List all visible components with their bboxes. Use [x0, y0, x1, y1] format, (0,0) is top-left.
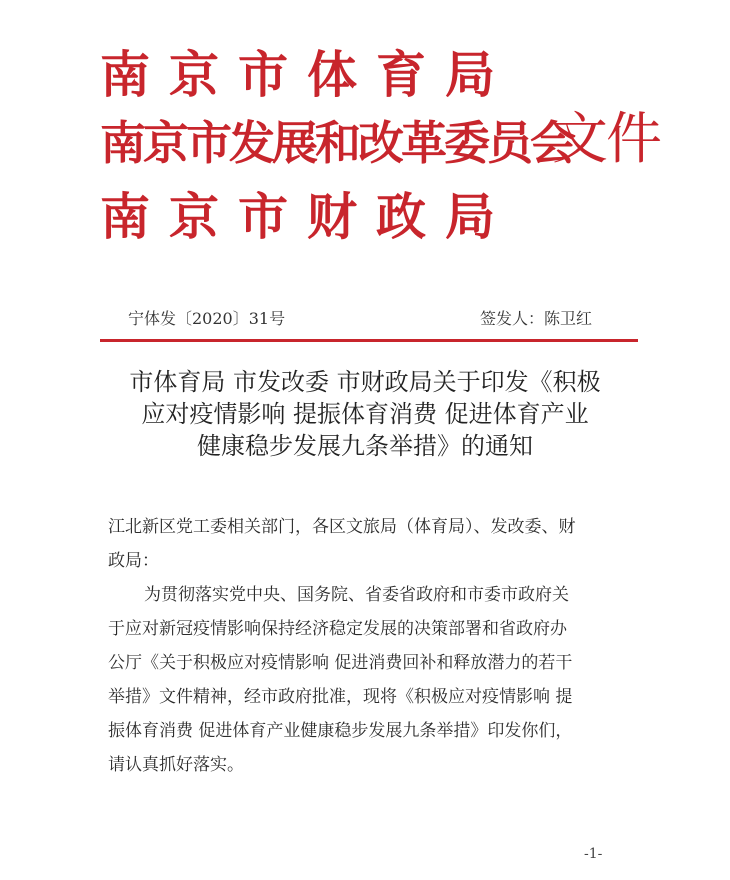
body-line: 举措》文件精神，经市政府批准，现将《积极应对疫情影响 提	[108, 687, 573, 707]
body-line: 振体育消费 促进体育产业健康稳步发展九条举措》印发你们，	[108, 721, 573, 741]
document-word-wenjian: 文件	[552, 107, 660, 172]
issuer-finance-bureau: 南京市财政局	[100, 187, 514, 246]
body-line: 公厅《关于积极应对疫情影响 促进消费回补和释放潜力的若干	[108, 653, 573, 673]
signer: 签发人：陈卫红	[480, 309, 593, 328]
body-line: 为贯彻落实党中央、国务院、省委省政府和市委市政府关	[144, 585, 569, 605]
body-line: 请认真抓好落实。	[108, 755, 244, 775]
document-number: 宁体发〔2020〕31号	[128, 309, 286, 328]
title-line: 市体育局 市发改委 市财政局关于印发《积极	[129, 368, 601, 396]
issuer-sports-bureau: 南京市体育局	[100, 45, 514, 104]
title-line: 健康稳步发展九条举措》的通知	[197, 432, 533, 460]
recipient-line: 政局：	[108, 551, 159, 571]
red-separator-line	[100, 339, 638, 342]
document-title	[80, 366, 650, 462]
recipient-line: 江北新区党工委相关部门，各区文旅局（体育局）、发改委、财	[108, 517, 576, 537]
body-paragraph	[108, 578, 636, 782]
title-line: 应对疫情影响 提振体育消费 促进体育产业	[141, 400, 589, 428]
body-line: 于应对新冠疫情影响保持经济稳定发展的决策部署和省政府办	[108, 619, 567, 639]
page-number: -1-	[584, 846, 603, 862]
recipient-salutation	[108, 510, 628, 578]
issuer-development-reform-commission: 南京市发展和改革委员会	[100, 116, 573, 170]
